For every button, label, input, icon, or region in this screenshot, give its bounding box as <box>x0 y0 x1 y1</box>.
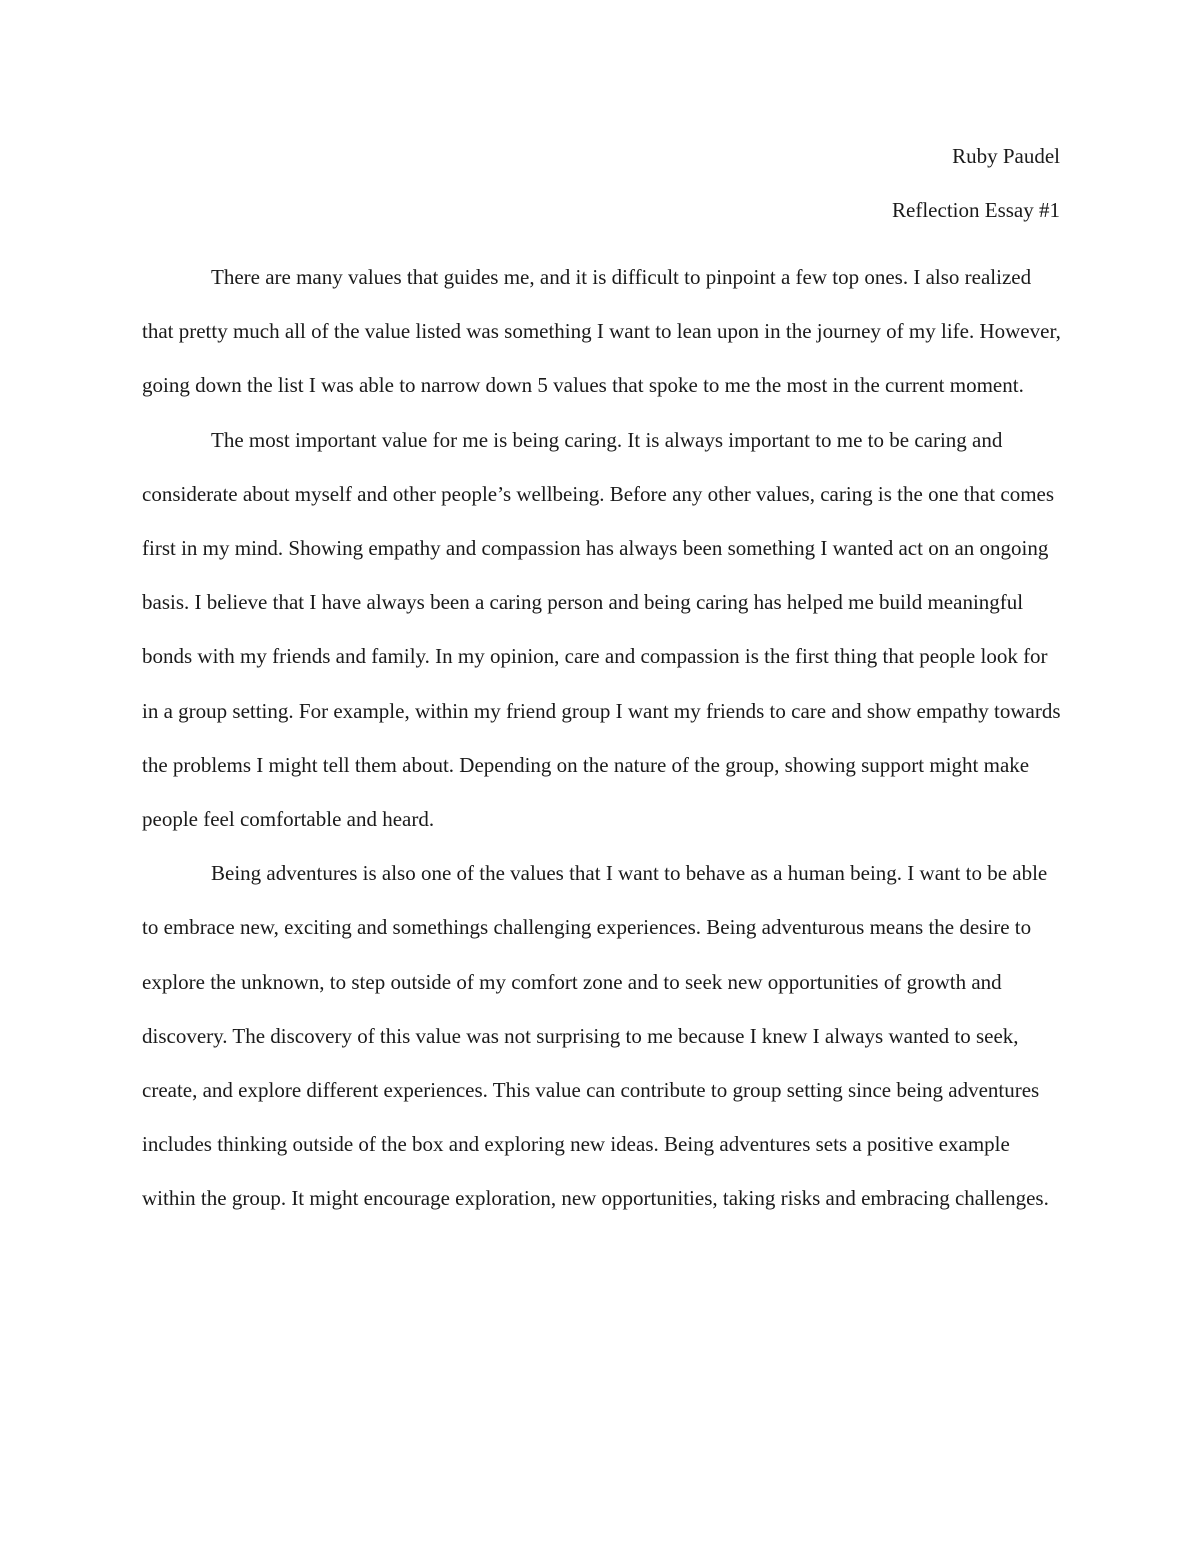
paragraph: The most important value for me is being caring. It is always important to me to be caring and considerate about myself and other people’s wellbeing. Before any other values, caring is the one that comes first in my mind. Showing empathy and compassion has always been something I wanted act on an ongoing basis. I believe that I have always been a caring person and being caring has helped me build meaningful bonds with my friends and family. In my opinion, care and compassion is the first thing that people look for in a group setting. For example, within my friend group I want my friends to care and show empathy towards the problems I might tell them about. Depending on the nature of the group, showing support might make people feel comfortable and heard. <box>142 427 1061 832</box>
paragraph: There are many values that guides me, and it is difficult to pinpoint a few top ones. I also realized that pretty much all of the value listed was something I want to lean upon in the journey of my life. However, going down the list I was able to narrow down 5 values that spoke to me the most in the current moment. <box>142 265 1061 398</box>
author-name: Ruby Paudel <box>952 144 1060 168</box>
essay-body <box>142 250 1062 1226</box>
essay-title: Reflection Essay #1 <box>892 198 1060 222</box>
paragraph: Being adventures is also one of the values that I want to behave as a human being. I want to be able to embrace new, exciting and somethings challenging experiences. Being adventurous means the desire to explore the unknown, to step outside of my comfort zone and to seek new opportunities of growth and discovery. The discovery of this value was not surprising to me because I knew I always wanted to seek, create, and explore different experiences. This value can contribute to group setting since being adventures includes thinking outside of the box and exploring new ideas. Being adventures sets a positive example within the group. It might encourage exploration, new opportunities, taking risks and embracing challenges. <box>142 861 1049 1211</box>
